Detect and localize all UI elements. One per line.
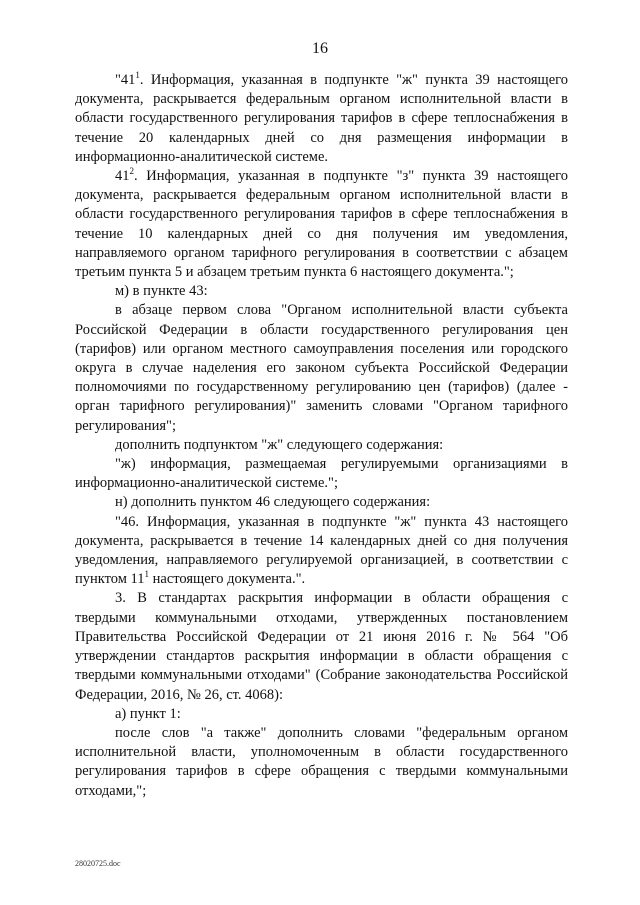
document-body bbox=[75, 71, 568, 801]
paragraph-a bbox=[75, 705, 568, 724]
text-run: 3. В стандартах раскрытия информации в области обращения с твердыми коммунальными отходами, утвержденных постановлением Правительства Российской Федерации от 21 июня 2016 г. № 564 "Об утверждении стандартов раскрытия информации в области обращения с твердыми коммунальными отходами" (Собрание законодательства Российской Федерации, 2016, № 26, ст. 4068): bbox=[75, 590, 568, 703]
text-run: настоящего документа.". bbox=[149, 571, 306, 588]
text-run: н) дополнить пунктом 46 следующего содержания: bbox=[115, 494, 431, 511]
paragraph-n bbox=[75, 493, 568, 512]
file-reference: 28020725.doc bbox=[75, 859, 121, 868]
paragraph-after-words bbox=[75, 724, 568, 801]
text-run: после слов "а также" дополнить словами "федеральным органом исполнительной власти, уполномоченным в области государственного регулирования тарифов в сфере обращения с твердыми коммунальными отходами,"; bbox=[75, 724, 568, 799]
paragraph-m bbox=[75, 282, 568, 301]
superscript: 1 bbox=[135, 70, 140, 80]
text-run: дополнить подпунктом "ж" следующего содержания: bbox=[115, 436, 444, 453]
paragraph-first-abzac bbox=[75, 301, 568, 435]
paragraph-46 bbox=[75, 513, 568, 590]
text-run: "ж) информация, размещаемая регулируемыми организациями в информационно-аналитической системе."; bbox=[75, 456, 568, 492]
paragraph-3 bbox=[75, 589, 568, 704]
text-run: в абзаце первом слова "Органом исполнительной власти субъекта Российской Федерации в области государственного регулирования цен (тарифов) или органом местного самоуправления поселения или городского округа в случае наделения его законом субъекта Российской Федерации полномочиями по государственному регулированию цен (тарифов) (далее - орган тарифного регулирования)" заменить словами "Органом тарифного регулирования"; bbox=[75, 302, 568, 434]
text-run: "46. Информация, указанная в подпункте "ж" пункта 43 настоящего документа, раскрывается в течение 14 календарных дней со дня получения уведомления, направляемого регулируемой организацией, в соответствии с пунктом 11 bbox=[75, 513, 568, 588]
superscript: 2 bbox=[129, 166, 134, 177]
text-run: "41 bbox=[115, 72, 136, 88]
text-run: 41 bbox=[115, 168, 130, 185]
text-run: . Информация, указанная в подпункте "ж" пункта 39 настоящего документа, раскрывается федеральным органом исполнительной власти в области государственного регулирования тарифов в сфере теплоснабжения в течение 20 календарных дней со дня размещения информации в информационно-аналитической системе. bbox=[75, 72, 568, 165]
paragraph-41-2 bbox=[75, 167, 568, 282]
text-run: а) пункт 1: bbox=[115, 705, 181, 722]
text-run: м) в пункте 43: bbox=[115, 283, 208, 300]
page-number: 16 bbox=[312, 40, 328, 57]
superscript: 1 bbox=[144, 569, 150, 580]
paragraph-41-1 bbox=[75, 71, 568, 167]
text-run: . Информация, указанная в подпункте "з" пункта 39 настоящего документа, раскрывается федеральным органом исполнительной власти в области государственного регулирования тарифов в сфере теплоснабжения в течение 10 календарных дней со дня получения им уведомления, направляемого органом тарифного регулирования в соответствии с абзацем третьим пункта 5 и абзацем третьим пункта 6 настоящего документа."; bbox=[75, 168, 568, 281]
paragraph-add-zh bbox=[75, 436, 568, 455]
paragraph-zh bbox=[75, 455, 568, 493]
